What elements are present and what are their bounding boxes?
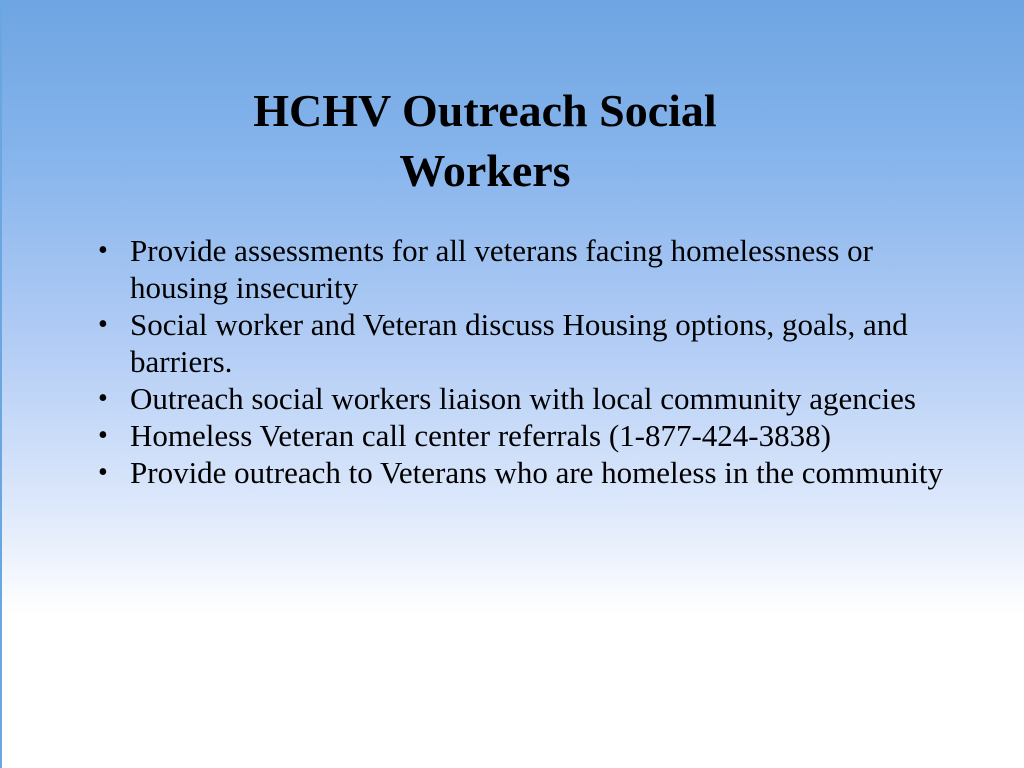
bullet-dot: • [98, 457, 108, 488]
bullet-dot: • [98, 309, 108, 340]
bullet-item [98, 454, 948, 491]
bullet-item [98, 232, 948, 306]
bullet-text: Provide assessments for all veterans facing homelessness or housing insecurity [130, 233, 873, 305]
slide-title [2, 81, 968, 201]
slide-title-line-1: HCHV Outreach Social [253, 85, 717, 136]
bullet-dot: • [98, 235, 108, 266]
slide-title-line-2: Workers [399, 145, 571, 196]
bullet-dot: • [98, 420, 108, 451]
bullet-item [98, 306, 948, 380]
bullet-text: Homeless Veteran call center referrals (1-877-424-3838) [130, 418, 831, 453]
bullet-item [98, 417, 948, 454]
bullet-text: Social worker and Veteran discuss Housing options, goals, and barriers. [130, 307, 908, 379]
bullet-list [98, 232, 948, 491]
bullet-text: Outreach social workers liaison with local community agencies [130, 381, 916, 416]
bullet-item [98, 380, 948, 417]
bullet-dot: • [98, 383, 108, 414]
bullet-text: Provide outreach to Veterans who are homeless in the community [130, 455, 943, 490]
